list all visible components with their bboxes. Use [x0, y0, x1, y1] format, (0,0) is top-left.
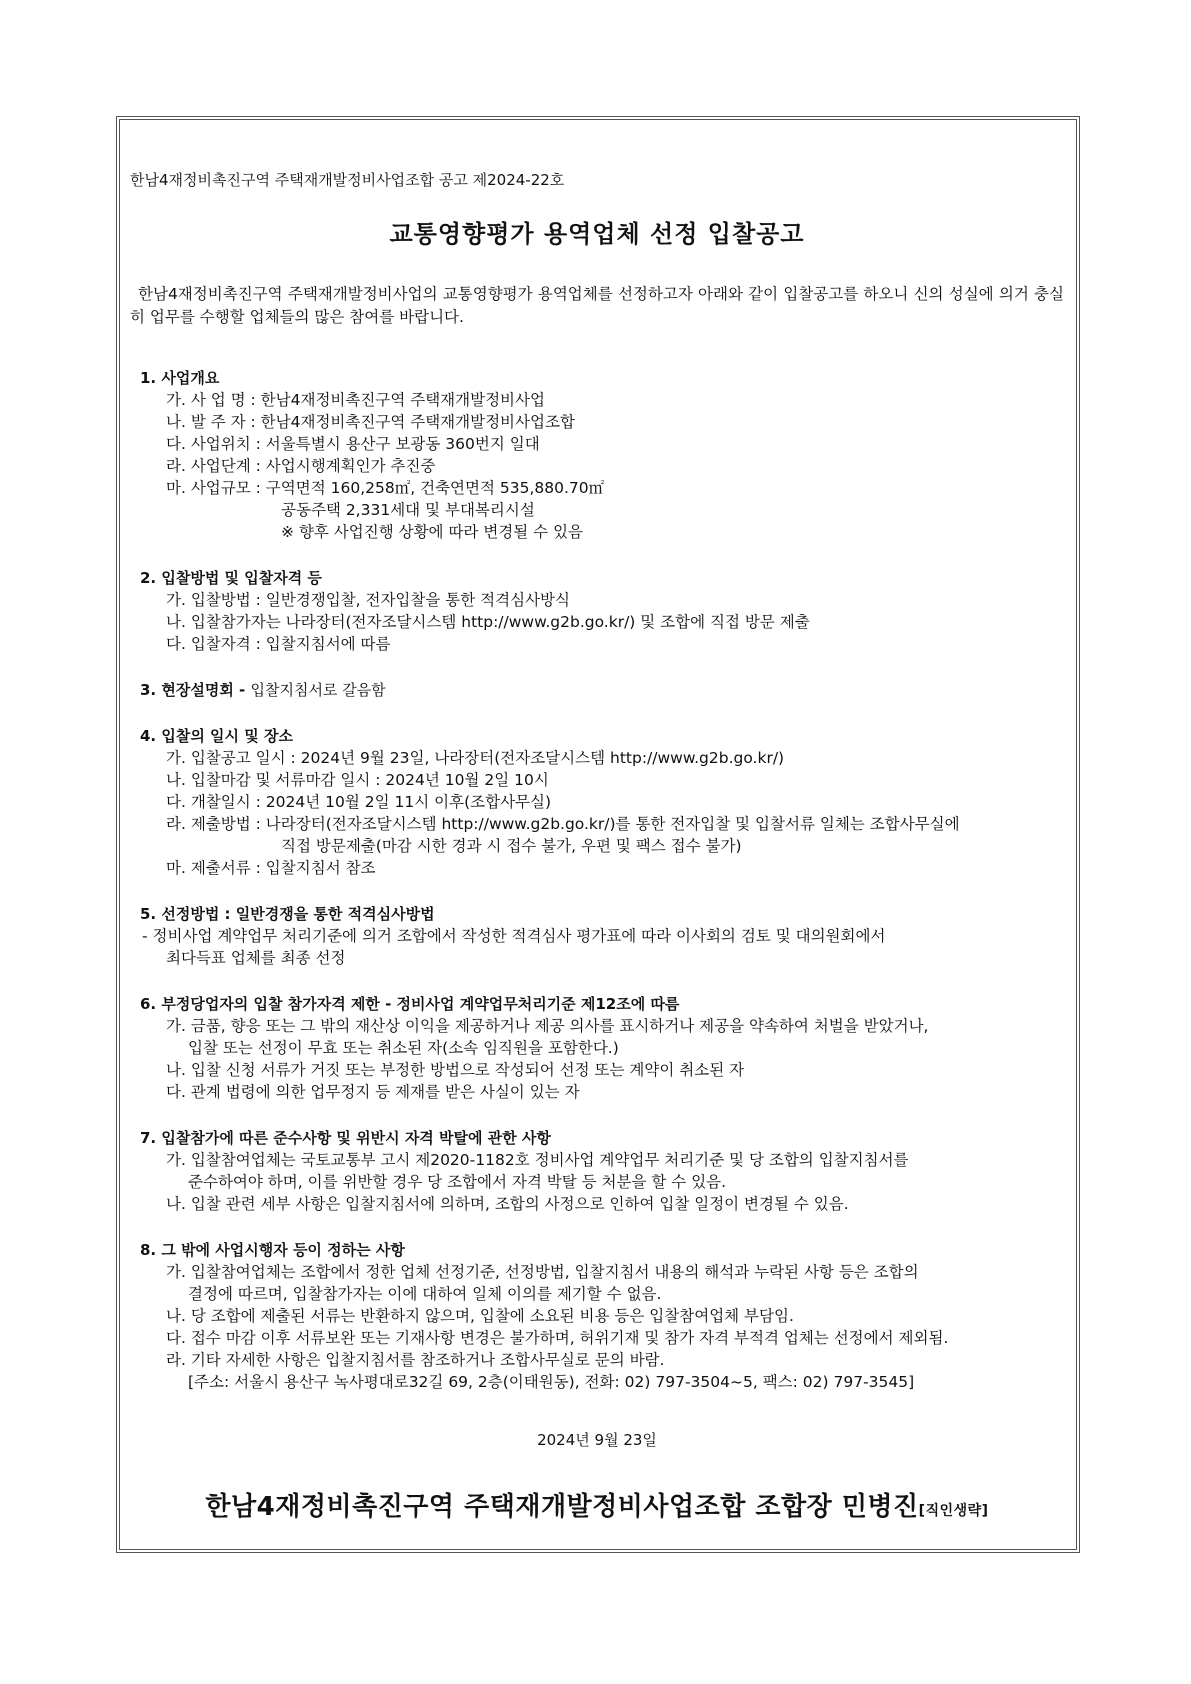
intro-paragraph: 한남4재정비촉진구역 주택재개발정비사업의 교통영향평가 용역업체를 선정하고자 아래와 같이 입찰공고를 하오니 신의 성실에 의거 충실히 업무를 수행할 업체들의 많은 참여를 바랍니다. [130, 285, 1064, 326]
section-1-item-a: 가. 사 업 명 : 한남4재정비촉진구역 주택재개발정비사업 [166, 391, 545, 409]
section-8-item-d: 라. 기타 자세한 사항은 입찰지침서를 참조하거나 조합사무실로 문의 바람. [166, 1351, 665, 1369]
section-6-item-a-line2: 입찰 또는 선정이 무효 또는 취소된 자(소속 임직원을 포함한다.) [188, 1039, 619, 1057]
section-5-item-line2: 최다득표 업체를 최종 선정 [166, 949, 346, 967]
section-6-item-a: 가. 금품, 향응 또는 그 밖의 재산상 이익을 제공하거나 제공 의사를 표시하거나 제공을 약속하여 처벌을 받았거나, [166, 1017, 929, 1035]
signer-name: 한남4재정비촉진구역 주택재개발정비사업조합 조합장 민병진 [205, 1492, 919, 1522]
section-8-heading: 8. 그 밖에 사업시행자 등이 정하는 사항 [140, 1241, 405, 1259]
notice-number: 한남4재정비촉진구역 주택재개발정비사업조합 공고 제2024-22호 [130, 171, 565, 189]
section-4-item-d: 라. 제출방법 : 나라장터(전자조달시스템 http://www.g2b.go.kr/)를 통한 전자입찰 및 입찰서류 일체는 조합사무실에 [166, 815, 960, 833]
section-7-item-a-line2: 준수하여야 하며, 이를 위반할 경우 당 조합에서 자격 박탈 등 처분을 할 수 있음. [188, 1173, 727, 1191]
section-4-heading: 4. 입찰의 일시 및 장소 [140, 727, 293, 745]
section-3-text: 입찰지침서로 갈음함 [250, 681, 386, 699]
section-5 [130, 903, 1064, 969]
section-4-item-c: 다. 개찰일시 : 2024년 10월 2일 11시 이후(조합사무실) [166, 793, 552, 811]
section-1-item-e-note: ※ 향후 사업진행 상황에 따라 변경될 수 있음 [281, 523, 584, 541]
section-8 [130, 1239, 1064, 1393]
section-2-heading: 2. 입찰방법 및 입찰자격 등 [140, 569, 322, 587]
section-5-heading: 5. 선정방법 : 일반경쟁을 통한 적격심사방법 [140, 905, 435, 923]
document-title: 교통영향평가 용역업체 선정 입찰공고 [389, 220, 805, 248]
section-8-item-a: 가. 입찰참여업체는 조합에서 정한 업체 선정기준, 선정방법, 입찰지침서 내용의 해석과 누락된 사항 등은 조합의 [166, 1263, 919, 1281]
section-3-heading: 3. 현장설명회 - [140, 681, 251, 699]
section-1-item-e: 마. 사업규모 : 구역면적 160,258㎡, 건축연면적 535,880.70㎡ [166, 479, 605, 497]
section-4-item-e: 마. 제출서류 : 입찰지침서 참조 [166, 859, 376, 877]
section-5-item: - 정비사업 계약업무 처리기준에 의거 조합에서 작성한 적격심사 평가표에 따라 이사회의 검토 및 대의원회에서 [142, 927, 886, 945]
notice-date: 2024년 9월 23일 [537, 1431, 657, 1449]
section-6-heading: 6. 부정당업자의 입찰 참가자격 제한 - 정비사업 계약업무처리기준 제12조에 따름 [140, 995, 680, 1013]
section-6-item-c: 다. 관계 법령에 의한 업무정지 등 제재를 받은 사실이 있는 자 [166, 1083, 580, 1101]
section-8-item-b: 나. 당 조합에 제출된 서류는 반환하지 않으며, 입찰에 소요된 비용 등은 입찰참여업체 부담임. [166, 1307, 794, 1325]
section-8-item-c: 다. 접수 마감 이후 서류보완 또는 기재사항 변경은 불가하며, 허위기재 및 참가 자격 부적격 업체는 선정에서 제외됨. [166, 1329, 949, 1347]
section-4-item-b: 나. 입찰마감 및 서류마감 일시 : 2024년 10월 2일 10시 [166, 771, 549, 789]
section-6 [130, 993, 1064, 1103]
section-7-item-a: 가. 입찰참여업체는 국토교통부 고시 제2020-1182호 정비사업 계약업무 처리기준 및 당 조합의 입찰지침서를 [166, 1151, 909, 1169]
document-frame [119, 119, 1077, 1550]
section-1 [130, 367, 1064, 543]
section-1-item-d: 라. 사업단계 : 사업시행계획인가 추진중 [166, 457, 436, 475]
section-2-item-a: 가. 입찰방법 : 일반경쟁입찰, 전자입찰을 통한 적격심사방식 [166, 591, 570, 609]
section-7-item-b: 나. 입찰 관련 세부 사항은 입찰지침서에 의하며, 조합의 사정으로 인하여 입찰 일정이 변경될 수 있음. [166, 1195, 849, 1213]
section-1-heading: 1. 사업개요 [140, 369, 220, 387]
section-2-item-b: 나. 입찰참가자는 나라장터(전자조달시스템 http://www.g2b.go.kr/) 및 조합에 직접 방문 제출 [166, 613, 810, 631]
section-1-item-e-line2: 공동주택 2,331세대 및 부대복리시설 [281, 501, 535, 519]
section-1-item-b: 나. 발 주 자 : 한남4재정비촉진구역 주택재개발정비사업조합 [166, 413, 575, 431]
section-7-heading: 7. 입찰참가에 따른 준수사항 및 위반시 자격 박탈에 관한 사항 [140, 1129, 551, 1147]
section-7 [130, 1127, 1064, 1215]
section-2-item-c: 다. 입찰자격 : 입찰지침서에 따름 [166, 635, 391, 653]
section-4-item-a: 가. 입찰공고 일시 : 2024년 9월 23일, 나라장터(전자조달시스템 http://www.g2b.go.kr/) [166, 749, 785, 767]
seal-note: [직인생략] [918, 1503, 989, 1519]
section-2 [130, 567, 1064, 655]
section-8-contact: [주소: 서울시 용산구 녹사평대로32길 69, 2층(이태원동), 전화: 02) 797-3504~5, 팩스: 02) 797-3545] [188, 1373, 915, 1391]
section-1-item-c: 다. 사업위치 : 서울특별시 용산구 보광동 360번지 일대 [166, 435, 540, 453]
section-4 [130, 725, 1064, 879]
section-8-item-a-line2: 결정에 따르며, 입찰참가자는 이에 대하여 일체 이의를 제기할 수 없음. [188, 1285, 662, 1303]
section-4-item-d-line2: 직접 방문제출(마감 시한 경과 시 접수 불가, 우편 및 팩스 접수 불가) [281, 837, 742, 855]
section-6-item-b: 나. 입찰 신청 서류가 거짓 또는 부정한 방법으로 작성되어 선정 또는 계약이 취소된 자 [166, 1061, 745, 1079]
section-3 [130, 679, 1064, 701]
